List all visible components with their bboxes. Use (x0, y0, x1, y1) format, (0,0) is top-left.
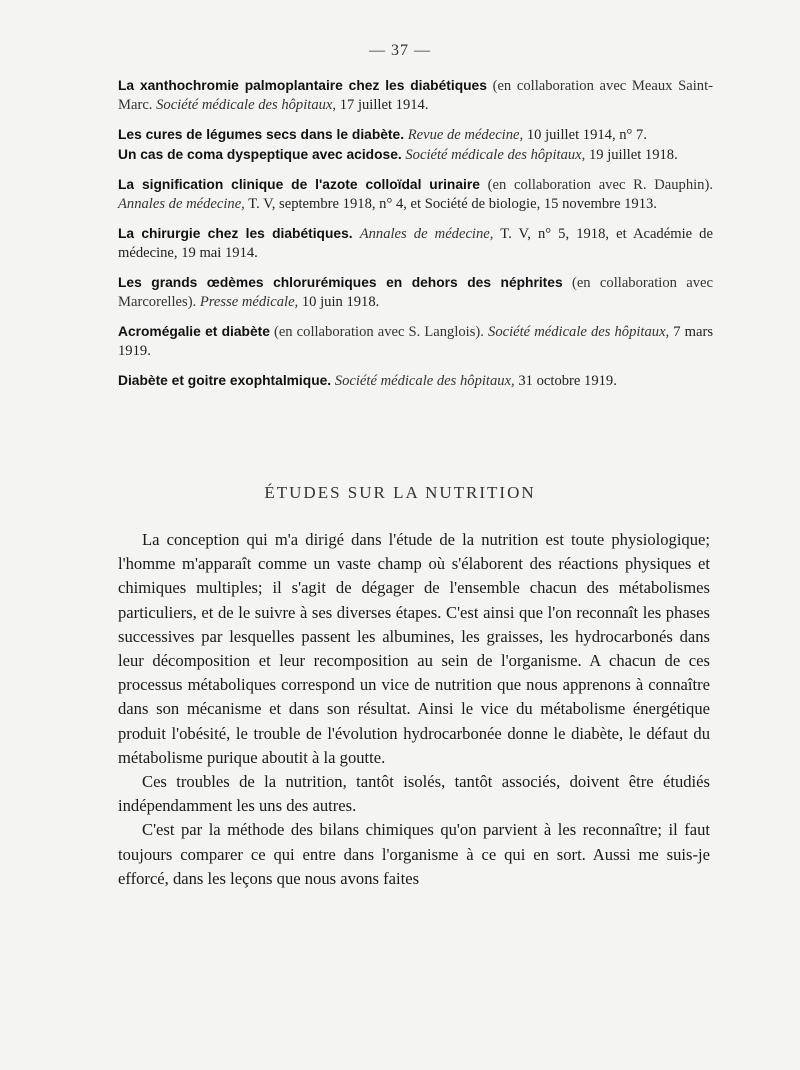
publication-note: (en collaboration avec Meaux Saint-Marc. (118, 78, 713, 113)
publication-title: Acromégalie et diabète (118, 324, 270, 339)
publication-date: T. V, septembre 1918, n° 4, et Société de biologie, 15 novembre 1913. (248, 196, 657, 212)
publication-entry (118, 371, 713, 391)
publication-date: 10 juin 1918. (301, 294, 380, 310)
publication-source: Annales de médecine, (118, 196, 245, 212)
publication-date: 10 juillet 1914, n° 7. (526, 127, 647, 143)
publication-entry (118, 224, 713, 263)
publication-list (118, 76, 713, 401)
publication-source: Société médicale des hôpitaux, (488, 324, 670, 340)
publication-entry (118, 273, 713, 312)
publication-title: Diabète et goitre exophtalmique. (118, 373, 332, 388)
publication-title: Les grands œdèmes chlorurémiques en dehors des néphrites (118, 275, 563, 290)
publication-entry (118, 175, 713, 214)
body-paragraph: Ces troubles de la nutrition, tantôt isolés, tantôt associés, doivent être étudiés indépendamment les uns des autres. (118, 772, 710, 816)
publication-entry (118, 145, 713, 165)
publication-title: La signification clinique de l'azote colloïdal urinaire (118, 177, 480, 192)
section-heading: ÉTUDES SUR LA NUTRITION (264, 483, 536, 502)
publication-note: (en collaboration avec Marcorelles). (118, 275, 713, 310)
publication-source: Presse médicale, (199, 294, 299, 310)
publication-title: La chirurgie chez les diabétiques. (118, 226, 353, 241)
publication-source: Société médicale des hôpitaux, (405, 147, 586, 163)
publication-entry (118, 76, 713, 115)
publication-entry (118, 322, 713, 361)
body-paragraph: La conception qui m'a dirigé dans l'étude de la nutrition est toute physiologique; l'homme m'apparaît comme un vaste champ où s'élaborent des réactions physiques et chimiques multiples; il s'agit de dégager de l'ensemble chacun des métabolismes particuliers, et de le suivre à ses diverses étapes. C'est ainsi que l'on reconnaît les phases successives par lesquelles passent les albumines, les graisses, les hydrocarbonés dans leur décomposition et leur recomposition au sein de l'organisme. A chacun de ces processus métaboliques correspond un vice de nutrition que nous apprenons à connaître dans son mécanisme et dans son résultat. Ainsi le vice du métabolisme énergétique produit l'obésité, le trouble de l'évolution hydrocarbonée donne le diabète, le défaut du métabolisme purique aboutit à la goutte. (118, 530, 710, 767)
publication-source: Société médicale des hôpitaux, (334, 373, 515, 389)
publication-title: Un cas de coma dyspeptique avec acidose. (118, 147, 402, 162)
publication-note: (en collaboration avec R. Dauphin). (487, 177, 713, 193)
section-body (118, 528, 710, 891)
publication-date: 17 juillet 1914. (339, 97, 429, 113)
publication-entry (118, 125, 713, 145)
publication-date: T. V, n° 5, 1918, et Académie de médecine, 19 mai 1914. (118, 226, 713, 261)
publication-date: 31 octobre 1919. (518, 373, 617, 389)
page-number: — 37 — (369, 42, 431, 59)
publication-source: Annales de médecine, (359, 226, 494, 242)
publication-date: 19 juillet 1918. (588, 147, 678, 163)
publication-title: Les cures de légumes secs dans le diabète. (118, 127, 405, 142)
publication-title: La xanthochromie palmoplantaire chez les diabétiques (118, 78, 487, 93)
publication-source: Société médicale des hôpitaux, (156, 97, 337, 113)
body-paragraph: C'est par la méthode des bilans chimiques qu'on parvient à les reconnaître; il faut toujours comparer ce qui entre dans l'organisme à ce qui en sort. Aussi me suis-je efforcé, dans les leçons que nous avons faites (118, 820, 710, 888)
publication-source: Revue de médecine, (407, 127, 524, 143)
publication-date: 7 mars 1919. (118, 324, 714, 359)
publication-note: (en collaboration avec S. Langlois). (273, 324, 484, 340)
